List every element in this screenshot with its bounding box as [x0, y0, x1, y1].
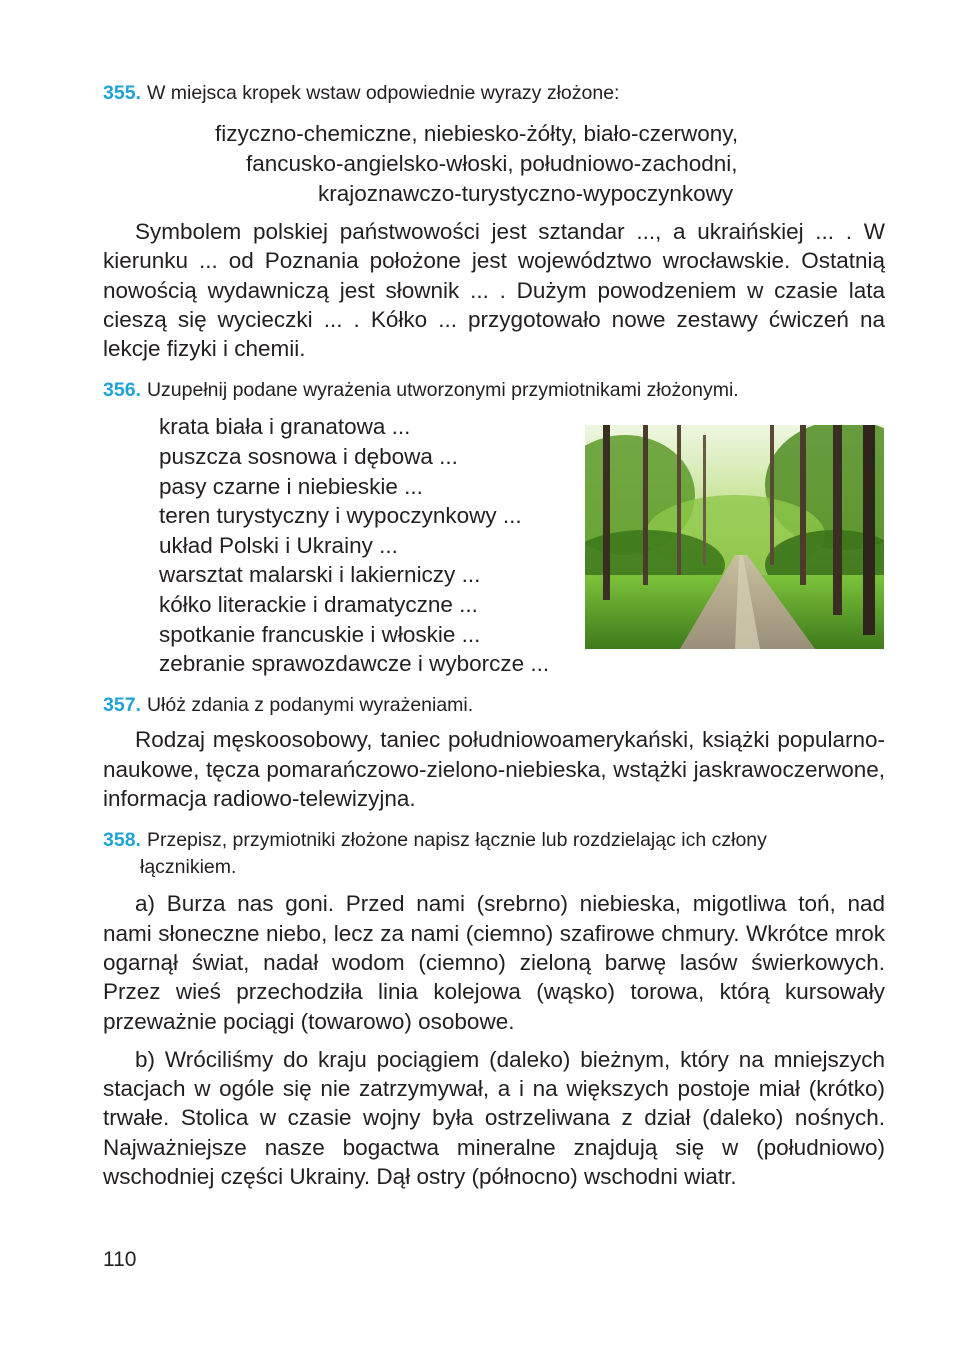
- exercise-paragraph: [103, 725, 885, 813]
- exercise-paragraph-a: [103, 889, 885, 1035]
- word-bank-line: fizyczno-chemiczne, niebiesko-żółty, biało-czerwony,: [215, 121, 739, 146]
- exercise-paragraph-b: [103, 1045, 885, 1191]
- list-item: kółko literackie i dramatyczne ...: [159, 592, 478, 618]
- task-instruction: Ułóż zdania z podanymi wyrażeniami.: [146, 694, 474, 717]
- list-item: zebranie sprawozdawcze i wyborcze ...: [159, 651, 550, 677]
- task-number: 358.: [103, 829, 141, 852]
- list-item: teren turystyczny i wypoczynkowy ...: [159, 503, 522, 529]
- exercise-356: [103, 412, 885, 682]
- word-bank: [103, 119, 885, 209]
- list-item: spotkanie francuskie i włoskie ...: [159, 621, 481, 647]
- list-item: krata biała i granatowa ...: [159, 414, 411, 440]
- task-instruction: W miejsca kropek wstaw odpowiednie wyrazy złożone:: [146, 82, 620, 104]
- list-item: warsztat malarski i lakierniczy ...: [159, 562, 481, 588]
- task-instruction: Przepisz, przymiotniki złożone napisz łącznie lub rozdzielając ich człony: [146, 829, 767, 852]
- word-bank-line: fancusko-angielsko-włoski, południowo-zachodni,: [246, 151, 738, 176]
- exercise-text: b) Wróciliśmy do kraju pociągiem (daleko) bieżnym, który na mniejszych stacjach w ogóle się nie zatrzymywał, a i na większych postoje miał (krótko) trwałe. Stolica w czasie wojny była ostrzeliwana z dział (daleko) nośnych. Najważniejsze nasze bogactwa mineralne znajdują się w (południowo) wschodniej części Ukrainy. Dął ostry (północno) wschodni wiatr.: [103, 1046, 885, 1190]
- task-357-header: [103, 692, 885, 719]
- list-item: puszcza sosnowa i dębowa ...: [159, 444, 458, 470]
- exercise-text: Rodzaj męskoosobowy, taniec południowoamerykański, książki popularno-naukowe, tęcza pomarańczowo-zielono-niebieska, wstążki jaskrawoczerwone, informacja radiowo-telewizyjna.: [103, 727, 885, 812]
- exercise-paragraph: [103, 217, 885, 363]
- list-item: pasy czarne i niebieskie ...: [159, 473, 423, 499]
- textbook-page: [103, 80, 885, 1191]
- task-number: 355.: [103, 82, 141, 104]
- page-number: 110: [103, 1248, 137, 1271]
- exercise-text: a) Burza nas goni. Przed nami (srebrno) niebieska, migotliwa toń, nad nami słoneczne niebo, lecz za nami (ciemno) szafirowe chmury. Wkrótce mrok ogarnął świat, nadał wodom (ciemno) zieloną barwę lasów świerkowych. Przez wieś przechodziła linia kolejowa (wąsko) torowa, którą kursowały przeważnie pociągi (towarowo) osobowe.: [103, 891, 885, 1034]
- task-number: 356.: [103, 379, 141, 402]
- list-item: układ Polski i Ukrainy ...: [159, 532, 398, 558]
- expression-list: [159, 412, 549, 678]
- forest-path-photo: [585, 425, 884, 649]
- task-number: 357.: [103, 694, 141, 717]
- task-instruction-continued: łącznikiem.: [140, 856, 237, 879]
- task-355-header: [103, 80, 885, 107]
- task-356-header: [103, 377, 885, 404]
- word-bank-line: krajoznawczo-turystyczno-wypoczynkowy: [318, 181, 734, 206]
- task-358-header: [103, 827, 885, 881]
- exercise-text: Symbolem polskiej państwowości jest sztandar ..., a ukraińskiej ... . W kierunku ... od Poznania położone jest województwo wrocławskie. Ostatnią nowością wydawniczą jest słownik ... . Dużym powodzeniem w czasie lata cieszą się wycieczki ... . Kółko ... przygotowało nowe zestawy ćwiczeń na lekcje fizyki i chemii.: [103, 219, 885, 362]
- task-instruction: Uzupełnij podane wyrażenia utworzonymi przymiotnikami złożonymi.: [146, 379, 739, 402]
